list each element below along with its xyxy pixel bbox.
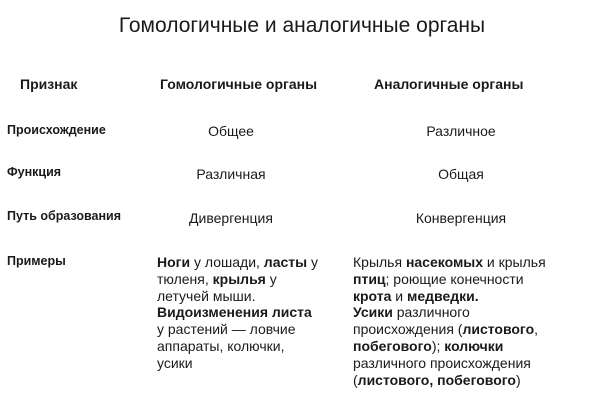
- cell-formation-homologous: Дивергенция: [189, 210, 273, 226]
- example-line: [353, 338, 598, 355]
- cell-origin-homologous: Общее: [208, 123, 254, 139]
- example-text: различного происхождения: [353, 354, 531, 371]
- example-text: и крылья: [483, 254, 546, 270]
- cell-function-homologous: Различная: [196, 166, 266, 182]
- example-term: крылья: [212, 270, 266, 287]
- example-text: у: [307, 254, 318, 270]
- example-text: тюленя,: [157, 270, 213, 287]
- example-line: [353, 288, 598, 305]
- example-text: и: [391, 287, 408, 304]
- example-term: ласты: [263, 254, 308, 270]
- example-text: ): [515, 371, 521, 388]
- example-term: насекомых: [405, 254, 484, 270]
- example-text: (: [353, 371, 358, 388]
- example-text: различного: [392, 304, 470, 321]
- example-line: [353, 254, 598, 271]
- cell-function-analogous: Общая: [438, 166, 484, 182]
- row-label-examples: Примеры: [7, 254, 66, 268]
- example-text: у: [265, 270, 277, 287]
- examples-homologous: [157, 254, 357, 372]
- example-term: птиц: [353, 270, 386, 287]
- example-text: ,: [534, 321, 539, 338]
- example-text: происхождения (: [353, 321, 463, 338]
- example-line: [353, 304, 598, 321]
- example-line: [157, 254, 357, 271]
- row-label-origin: Происхождение: [7, 123, 106, 137]
- example-term: медведки.: [407, 287, 479, 304]
- cell-formation-analogous: Конвергенция: [415, 210, 507, 226]
- example-line: [353, 321, 598, 338]
- example-line: [157, 338, 357, 355]
- example-line: [157, 321, 357, 338]
- example-line: [157, 355, 357, 372]
- example-term: Видоизменения листа: [157, 304, 312, 321]
- row-label-formation: Путь образования: [7, 209, 122, 223]
- example-text: у растений — ловчие: [157, 321, 296, 338]
- example-term: Ноги: [157, 254, 191, 270]
- example-text: усики: [157, 354, 193, 371]
- example-line: [157, 304, 357, 321]
- example-line: [157, 288, 357, 305]
- examples-analogous: [353, 254, 598, 388]
- row-label-function: Функция: [7, 165, 62, 179]
- example-term: колючки: [444, 337, 504, 354]
- example-text: ; роющие конечности: [385, 270, 524, 287]
- header-feature: Признак: [20, 76, 78, 92]
- header-analogous: Аналогичные органы: [374, 76, 524, 92]
- cell-origin-analogous: Различное: [426, 123, 496, 139]
- example-text: Крылья: [353, 254, 406, 270]
- example-term: побегового: [353, 337, 432, 354]
- example-line: [353, 271, 598, 288]
- example-text: у лошади,: [190, 254, 264, 270]
- example-term: листового, побегового: [357, 371, 516, 388]
- example-line: [353, 355, 598, 372]
- example-text: летучей мыши.: [157, 287, 256, 304]
- example-term: Усики: [353, 304, 393, 321]
- example-text: аппараты, колючки,: [157, 337, 285, 354]
- example-line: [157, 271, 357, 288]
- example-term: листового: [462, 321, 535, 338]
- example-text: );: [431, 337, 445, 354]
- page-title: Гомологичные и аналогичные органы: [118, 14, 486, 37]
- example-term: крота: [353, 287, 392, 304]
- example-line: [353, 372, 598, 389]
- header-homologous: Гомологичные органы: [160, 76, 318, 92]
